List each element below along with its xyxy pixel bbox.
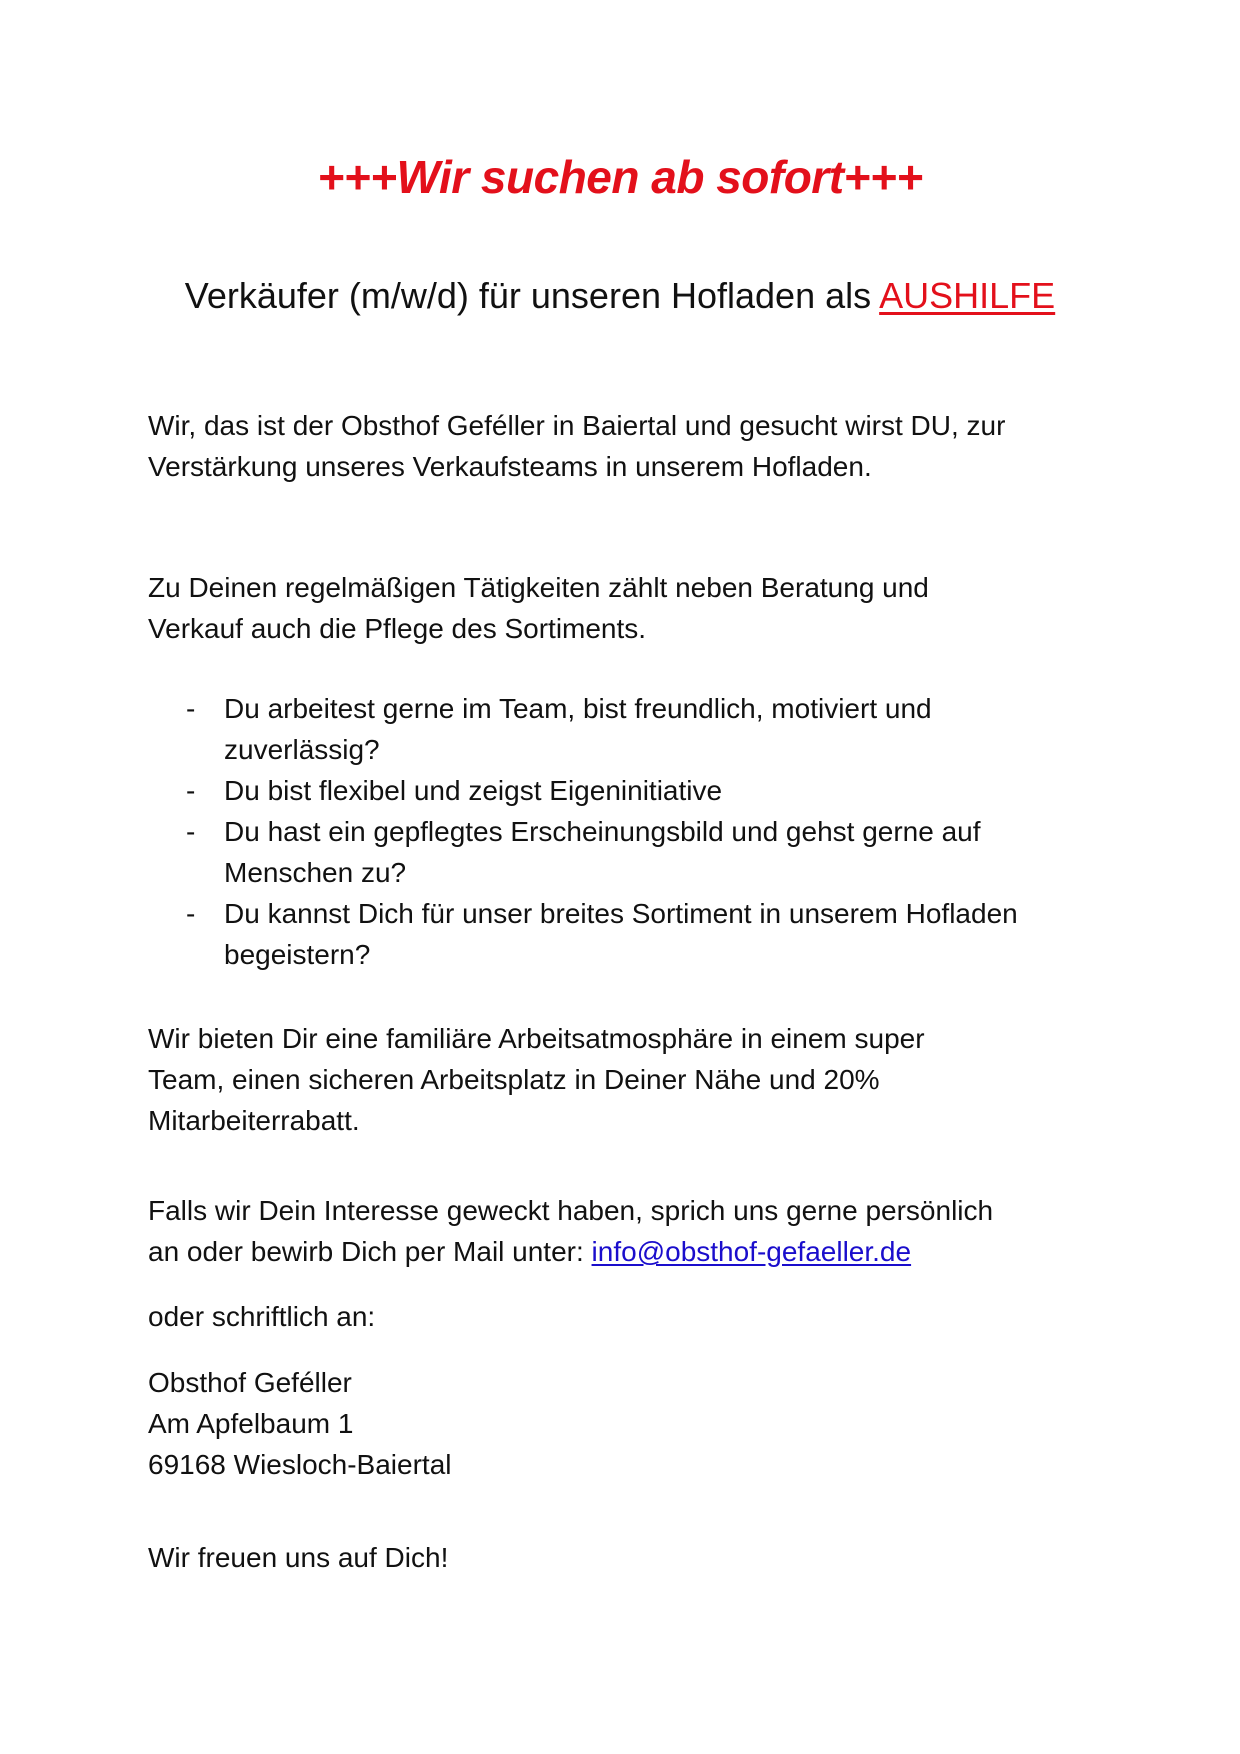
contact-line-text: an oder bewirb Dich per Mail unter:: [148, 1236, 592, 1267]
tasks-line: Verkauf auch die Pflege des Sortiments.: [148, 613, 647, 644]
tasks-paragraph: [148, 567, 1108, 649]
list-item: [148, 893, 1128, 975]
offer-line: Wir bieten Dir eine familiäre Arbeitsatmosphäre in einem super: [148, 1023, 925, 1054]
list-item-line: Du bist flexibel und zeigst Eigeninitiative: [224, 775, 723, 806]
tasks-line: Zu Deinen regelmäßigen Tätigkeiten zählt neben Beratung und: [148, 572, 929, 603]
subhead-text: Verkäufer (m/w/d) für unseren Hofladen als: [184, 275, 880, 316]
list-item: [148, 811, 1128, 893]
contact-line: Falls wir Dein Interesse geweckt haben, sprich uns gerne persönlich: [148, 1195, 994, 1226]
address-city: 69168 Wiesloch-Baiertal: [148, 1449, 452, 1480]
subhead-accent: AUSHILFE: [879, 275, 1056, 316]
address-street: Am Apfelbaum 1: [148, 1408, 354, 1439]
subhead: [0, 275, 1240, 317]
headline: +++Wir suchen ab sofort+++: [317, 151, 923, 203]
bullet-dash: -: [186, 816, 196, 847]
list-item-line: zuverlässig?: [224, 734, 380, 765]
bullet-dash: -: [186, 775, 196, 806]
bullet-dash: -: [186, 898, 196, 929]
list-item-line: Menschen zu?: [224, 857, 407, 888]
contact-paragraph: [148, 1190, 1108, 1272]
list-item-line: Du arbeitest gerne im Team, bist freundlich, motiviert und: [224, 693, 932, 724]
list-item-line: Du kannst Dich für unser breites Sortiment in unserem Hofladen: [224, 898, 1018, 929]
bullet-dash: -: [186, 693, 196, 724]
list-item: [148, 688, 1128, 770]
letter-intro: oder schriftlich an:: [148, 1301, 376, 1332]
intro-line: Verstärkung unseres Verkaufsteams in unserem Hofladen.: [148, 451, 872, 482]
postal-address: [148, 1362, 1108, 1485]
requirements-list: [148, 688, 1128, 975]
intro-line: Wir, das ist der Obsthof Geféller in Baiertal und gesucht wirst DU, zur: [148, 410, 1006, 441]
list-item-line: begeistern?: [224, 939, 371, 970]
contact-line: [148, 1231, 1108, 1272]
offer-paragraph: [148, 1018, 1108, 1141]
offer-line: Mitarbeiterrabatt.: [148, 1105, 360, 1136]
closing-line: Wir freuen uns auf Dich!: [148, 1542, 449, 1573]
intro-paragraph: [148, 405, 1108, 487]
list-item-line: Du hast ein gepflegtes Erscheinungsbild und gehst gerne auf: [224, 816, 981, 847]
email-link[interactable]: info@obsthof-gefaeller.de: [591, 1236, 912, 1267]
address-name: Obsthof Geféller: [148, 1367, 352, 1398]
list-item: [148, 770, 1128, 811]
offer-line: Team, einen sicheren Arbeitsplatz in Deiner Nähe und 20%: [148, 1064, 880, 1095]
